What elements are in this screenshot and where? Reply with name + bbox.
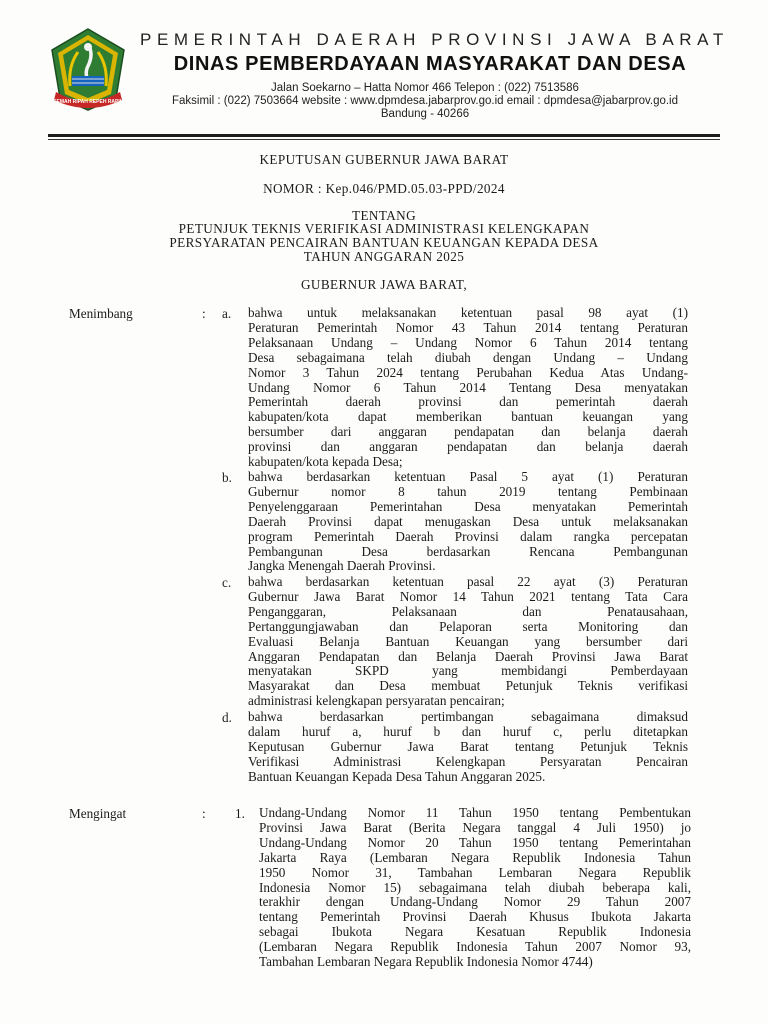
paragraph-line: Pelaksanaan Undang – Undang Nomor 6 Tahun 2014 tentang	[248, 334, 688, 350]
mengingat-label: Mengingat	[69, 806, 127, 821]
paragraph-line: provinsi dan anggaran pendapatan dan belanja daerah	[248, 439, 688, 455]
paragraph-line: Pertanggungjawaban dan Pelaporan serta Monitoring dan	[248, 618, 688, 634]
decree-subject-line: PETUNJUK TEKNIS VERIFIKASI ADMINISTRASI KELENGKAPAN	[178, 221, 590, 236]
menimbang-label: Menimbang	[69, 306, 133, 321]
menimbang-item-marker: c.	[222, 575, 232, 590]
paragraph-line: Bantuan Keuangan Kepada Desa Tahun Anggaran 2025.	[248, 768, 546, 784]
paragraph-line: Keputusan Gubernur Jawa Barat tentang Petunjuk Teknis	[248, 738, 688, 754]
decree-about: TENTANG	[351, 208, 416, 223]
paragraph-line: menyatakan SKPD yang membidangi Pemberdayaan	[248, 663, 688, 679]
paragraph-line: tentang Pemerintah Provinsi Daerah Khusus Ibukota Jakarta	[259, 909, 691, 925]
paragraph-line: dalam huruf a, huruf b dan huruf c, perlu ditetapkan	[248, 723, 688, 739]
paragraph-line: Penganggaran, Pelaksanaan dan Penatausahaan,	[248, 603, 688, 619]
logo-motto: GEMAH RIPAH REPEH RAPIH	[52, 99, 124, 105]
paragraph-line: administrasi kelengkapan persyaratan pencairan;	[248, 693, 505, 709]
paragraph-line: Evaluasi Belanja Bantuan Keuangan yang bersumber dari	[248, 633, 688, 649]
letterhead-divider-thin	[48, 139, 720, 140]
paragraph-line: bahwa berdasarkan pertimbangan sebagaimana dimaksud	[248, 709, 688, 724]
paragraph-line: bahwa berdasarkan ketentuan Pasal 5 ayat (1) Peraturan	[248, 469, 688, 484]
paragraph-line: (Lembaran Negara Republik Indonesia Tahun 2007 Nomor 93,	[259, 939, 691, 955]
paragraph-line: Peraturan Pemerintah Nomor 43 Tahun 2014 tentang Peraturan	[248, 319, 688, 335]
paragraph-line: bahwa untuk melaksanakan ketentuan pasal 98 ayat (1)	[248, 305, 688, 320]
paragraph-line: Verifikasi Administrasi Kelengkapan Persyaratan Pencairan	[248, 753, 688, 769]
menimbang-item-marker: a.	[222, 306, 232, 321]
menimbang-item-c	[248, 575, 688, 709]
paragraph-line: Penyelenggaraan Pemerintahan Desa menyatakan Pemerintah	[248, 498, 688, 514]
letterhead-city: Bandung - 40266	[380, 108, 470, 120]
menimbang-item-d	[248, 710, 688, 785]
governor-heading: GUBERNUR JAWA BARAT,	[300, 277, 468, 292]
paragraph-line: Desa sebagaimana telah diubah dengan Undang – Undang	[248, 349, 688, 365]
paragraph-line: Provinsi Jawa Barat (Berita Negara tanggal 4 Juli 1950) jo	[259, 819, 691, 835]
paragraph-line: program Pemerintah Daerah Provinsi dalam rangka percepatan	[248, 528, 688, 544]
paragraph-line: Anggaran Pendapatan dan Belanja Daerah Provinsi Jawa Barat	[248, 648, 688, 664]
letterhead-government-name: PEMERINTAH DAERAH PROVINSI JAWA BARAT	[140, 30, 729, 49]
decree-subject-line: TAHUN ANGGARAN 2025	[303, 249, 465, 264]
letterhead-address: Jalan Soekarno – Hatta Nomor 466 Telepon : (022) 7513586	[271, 82, 579, 94]
paragraph-line: Jangka Menengah Daerah Provinsi.	[248, 558, 436, 574]
paragraph-line: bahwa berdasarkan ketentuan pasal 22 ayat (3) Peraturan	[248, 574, 688, 589]
paragraph-line: Daerah Provinsi dapat menugaskan Desa untuk melaksanakan	[248, 513, 688, 529]
paragraph-line: Tambahan Lembaran Negara Republik Indonesia Nomor 4744)	[259, 954, 593, 970]
letterhead-divider-thick	[48, 134, 720, 137]
menimbang-item-marker: b.	[222, 470, 232, 485]
paragraph-line: terakhir dengan Undang-Undang Nomor 29 Tahun 2007	[259, 894, 691, 910]
paragraph-line: Masyarakat dan Desa membuat Petunjuk Teknis verifikasi	[248, 678, 688, 694]
decree-subject-line: PERSYARATAN PENCAIRAN BANTUAN KEUANGAN KEPADA DESA	[169, 235, 599, 250]
mengingat-colon: :	[202, 806, 206, 821]
letterhead-agency-name: DINAS PEMBERDAYAAN MASYARAKAT DAN DESA	[173, 53, 687, 75]
paragraph-line: 1950 Nomor 31, Tambahan Lembaran Negara Republik	[259, 864, 691, 880]
paragraph-line: kabupaten/kota dapat memberikan bantuan keuangan yang	[248, 409, 688, 425]
menimbang-colon: :	[202, 306, 206, 321]
paragraph-line: bersumber dari anggaran pendapatan dan belanja daerah	[248, 424, 688, 440]
paragraph-line: Jakarta Raya (Lembaran Negara Republik Indonesia Tahun	[259, 849, 691, 865]
paragraph-line: Undang Nomor 6 Tahun 2014 Tentang Desa menyatakan	[248, 379, 688, 395]
paragraph-line: Gubernur Jawa Barat Nomor 14 Tahun 2021 tentang Tata Cara	[248, 588, 688, 604]
menimbang-item-a	[248, 306, 688, 470]
west-java-emblem-logo	[48, 26, 128, 112]
paragraph-line: Nomor 3 Tahun 2024 tentang Perubahan Kedua Atas Undang-	[248, 364, 688, 380]
paragraph-line: sebagai Ibukota Negara Kesatuan Republik Indonesia	[259, 924, 691, 940]
paragraph-line: Undang-Undang Nomor 20 Tahun 1950 tentang Pemerintahan	[259, 834, 691, 850]
paragraph-line: kabupaten/kota kepada Desa;	[248, 454, 403, 470]
menimbang-item-marker: d.	[222, 710, 232, 725]
mengingat-item-1	[259, 806, 691, 970]
mengingat-item-marker: 1.	[235, 806, 245, 821]
paragraph-line: Indonesia Nomor 15) sebagaimana telah diubah beberapa kali,	[259, 879, 691, 895]
decree-heading: KEPUTUSAN GUBERNUR JAWA BARAT	[259, 152, 509, 167]
paragraph-line: Gubernur nomor 8 tahun 2019 tentang Pembinaan	[248, 483, 688, 499]
paragraph-line: Undang-Undang Nomor 11 Tahun 1950 tentang Pembentukan	[259, 805, 691, 820]
paragraph-line: Pemerintah daerah provinsi dan pemerintah daerah	[248, 394, 688, 410]
letterhead-contact: Faksimil : (022) 7503664 website : www.dpmdesa.jabarprov.go.id email : dpmdesa@jabarprov.go.id	[172, 95, 678, 107]
menimbang-item-b	[248, 470, 688, 574]
decree-number: NOMOR : Kep.046/PMD.05.03-PPD/2024	[263, 181, 505, 196]
paragraph-line: Pembangunan Desa berdasarkan Rencana Pembangunan	[248, 543, 688, 559]
